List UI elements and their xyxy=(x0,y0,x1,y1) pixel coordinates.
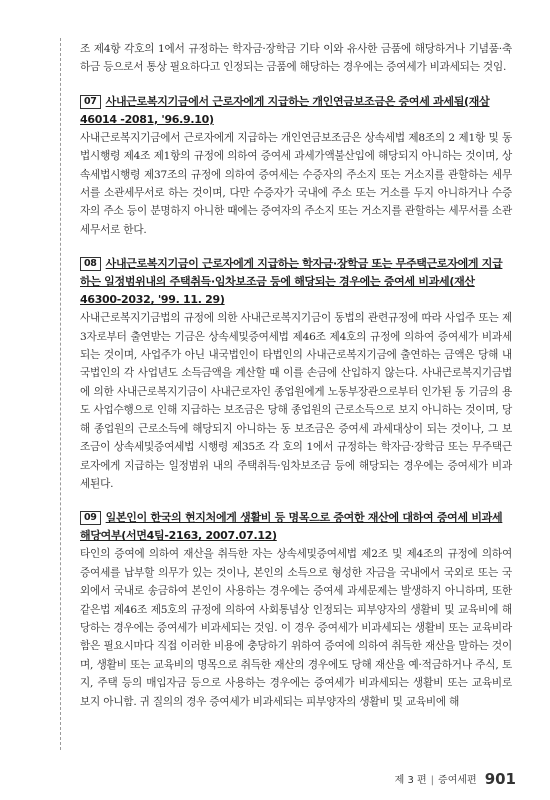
section-07 xyxy=(80,93,512,239)
section-title xyxy=(80,255,512,309)
page-content xyxy=(80,40,512,711)
section-body: 사내근로복지기금법의 규정에 의한 사내근로복지기금이 동법의 관련규정에 따라 사업주 또는 제3자로부터 출연받는 기금은 상속세및증여세법 제46조 제4호의 규정에 의하여 증여세가 비과세되는 것이며, 사업주가 아닌 내국법인이 타법인의 사내근로복지기금에 출연하는 금액은 당해 내국법인의 각 사업년도 소득금액을 계산할 때 이를 손금에 산입하지 않는다. 사내근로복지기금법에 의한 사내근로복지기금이 사내근로자인 종업원에게 노동부장관으로부터 인가된 동 기금의 용도 사업수행으로 인해 지급하는 보조금은 당해 종업원의 근로소득으로 보지 아니하는 것이며, 당해 종업원의 근로소득에 해당되지 아니하는 동 보조금은 증여세 과세대상이 되는 것이나, 그 보조금이 상속세및증여세법 시행령 제35조 각 호의 1에서 규정하는 학자금·장학금 또는 무주택근로자에게 지급하는 일정범위 내의 주택취득·임차보조금 등에 해당되는 경우에는 증여세가 비과세된다. xyxy=(80,312,512,490)
footer-chapter-label: 증여세편 xyxy=(438,775,477,786)
section-number-box: 07 xyxy=(80,95,101,109)
section-09 xyxy=(80,509,512,711)
section-08 xyxy=(80,255,512,493)
footer-part-label: 제 3 편 xyxy=(394,775,427,786)
section-body: 사내근로복지기금에서 근로자에게 지급하는 개인연금보조금은 상속세법 제8조의 2 제1항 및 동법시행령 제4조 제1항의 규정에 의하여 증여세 과세가액불산입에 해당되지 아니하는 것이며, 상속세법시행령 제37조의 규정에 의하여 증여세는 수증자의 주소지 또는 거소지를 관할하는 세무서를 소관세무서로 하는 것이며, 다만 수증자가 국내에 주소 또는 거소를 두지 아니하거나 수증자의 주소 등이 분명하지 아니한 때에는 증여자의 주소지 또는 거소지를 관할하는 세무서를 소관세무서로 한다. xyxy=(80,131,512,236)
section-title xyxy=(80,93,512,129)
section-number-box: 08 xyxy=(80,257,101,271)
footer-separator: | xyxy=(430,775,435,786)
section-number-box: 09 xyxy=(80,511,101,525)
section-title-text: 일본인이 한국의 현지처에게 생활비 등 명목으로 증여한 재산에 대하여 증여세 비과세 해당여부(서면4팀-2163, 2007.07.12) xyxy=(80,511,503,543)
intro-paragraph: 조 제4항 각호의 1에서 규정하는 학자금·장학금 기타 이와 유사한 금품에 해당하거나 기념품·축하금 등으로서 통상 필요하다고 인정되는 금품에 해당하는 경우에는 증여세가 비과세되는 것임. xyxy=(80,43,512,74)
section-title-text: 사내근로복지기금에서 근로자에게 지급하는 개인연금보조금은 증여세 과세됨(재삼 46014 -2081, '96.9.10) xyxy=(80,94,490,126)
section-body: 타인의 증여에 의하여 재산을 취득한 자는 상속세및증여세법 제2조 및 제4조의 규정에 의하여 증여세를 납부할 의무가 있는 것이나, 본인의 소득으로 형성한 자금을 국내에서 국외로 또는 국외에서 국내로 송금하여 본인이 사용하는 경우에는 증여세 과세문제는 발생하지 아니하며, 또한 같은법 제46조 제5호의 규정에 의하여 사회통념상 인정되는 피부양자의 생활비 및 교육비에 해당하는 경우에는 증여세가 비과세되는 것임. 이 경우 증여세가 비과세되는 생활비 또는 교육비라 함은 필요시마다 직접 이러한 비용에 충당하기 위하여 증여에 의하여 취득한 재산을 말하는 것이며, 생활비 또는 교육비의 명목으로 취득한 재산의 경우에도 당해 재산을 예·적금하거나 주식, 토지, 주택 등의 매입자금 등으로 사용하는 경우에는 증여세가 비과세되는 생활비 또는 교육비로 보지 아니함. 귀 질의의 경우 증여세가 비과세되는 피부양자의 생활비 및 교육비에 해 xyxy=(80,548,512,708)
margin-dashed-rule xyxy=(60,38,61,750)
page-number: 901 xyxy=(484,770,516,788)
page-footer xyxy=(320,768,516,788)
section-title-text: 사내근로복지기금이 근로자에게 지급하는 학자금·장학금 또는 무주택근로자에게 지급하는 일정범위내의 주택취득·임차보조금 등에 해당되는 경우에는 증여세 비과세(재산 46300-2032, '99. 11. 29) xyxy=(80,257,503,307)
section-title xyxy=(80,509,512,545)
